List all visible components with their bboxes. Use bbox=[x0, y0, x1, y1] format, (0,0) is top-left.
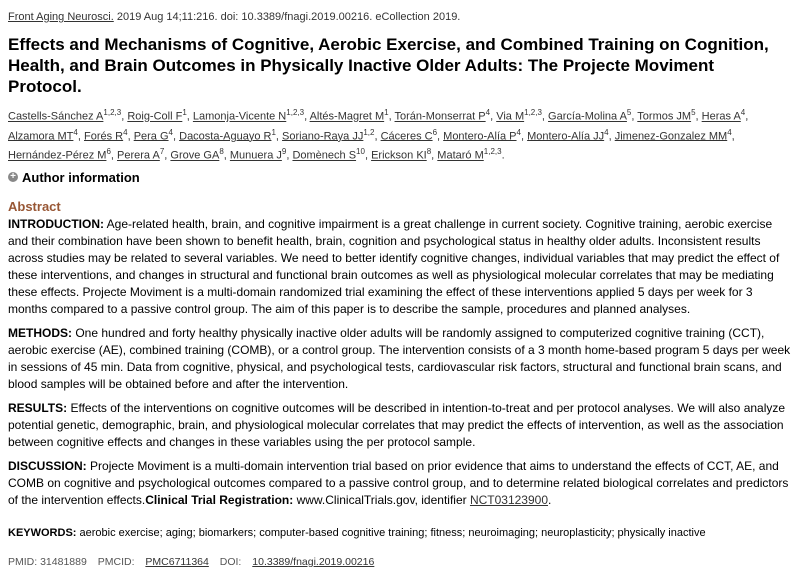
author-affiliation-sup: 7 bbox=[159, 147, 165, 157]
author-affiliation-sup: 5 bbox=[691, 108, 696, 117]
author-link[interactable]: Montero-Alía P bbox=[443, 130, 517, 143]
trial-end: . bbox=[548, 492, 552, 507]
author-affiliation-sup: 1 bbox=[271, 127, 276, 137]
author-affiliation-sup: 4 bbox=[740, 108, 746, 117]
keywords bbox=[8, 527, 792, 539]
keywords-text: aerobic exercise; aging; biomarkers; computer-based cognitive training; fitness; neuroimaging; neuroplasticity; physically inactive bbox=[76, 526, 706, 539]
author-affiliation-sup: 9 bbox=[281, 147, 287, 157]
author-link[interactable]: Heras A bbox=[701, 110, 741, 123]
trial-text: www.ClinicalTrials.gov, identifier bbox=[293, 492, 470, 507]
author-affiliation-sup: 5 bbox=[626, 108, 632, 117]
author-link[interactable]: Tormos JM bbox=[637, 110, 692, 123]
doi-link[interactable]: 10.3389/fnagi.2019.00216 bbox=[252, 555, 375, 568]
expand-plus-icon[interactable]: + bbox=[8, 172, 18, 182]
author-link[interactable]: Montero-Alía JJ bbox=[527, 130, 605, 143]
author-link[interactable]: Grove GA bbox=[170, 149, 220, 162]
pmcid-link[interactable]: PMC6711364 bbox=[145, 555, 209, 568]
author-affiliation-sup: 1,2,3 bbox=[103, 108, 122, 117]
trial-label: Clinical Trial Registration: bbox=[145, 492, 294, 507]
author-link[interactable]: Castells-Sánchez A bbox=[8, 110, 104, 123]
author-affiliation-sup: 8 bbox=[426, 147, 432, 157]
author-affiliation-sup: 1 bbox=[182, 108, 187, 117]
intro-label: INTRODUCTION: bbox=[8, 216, 104, 231]
author-link[interactable]: Perera A bbox=[117, 149, 160, 162]
trial-id-link[interactable]: NCT03123900 bbox=[469, 492, 549, 507]
results-text: Effects of the interventions on cognitive outcomes will be described in intention-to-treat and per protocol analyses. We will also analyze potential genetic, demographic, brain, and physiological molecular correlates that may predict the effects of intervention, as well as the association between cognitive effects and changes in these variables using the per protocol sample. bbox=[8, 400, 786, 449]
pmid: PMID: 31481889 bbox=[8, 555, 87, 568]
author-link[interactable]: Erickson KI bbox=[371, 149, 427, 162]
author-affiliation-sup: 4 bbox=[123, 127, 128, 137]
citation-line bbox=[8, 10, 792, 24]
author-link[interactable]: Domènech S bbox=[292, 149, 357, 162]
doi bbox=[220, 556, 375, 568]
intro-text: Age-related health, brain, and cognitive impairment is a great challenge in current society. Cognitive training, aerobic exercise and their combination have been shown to benefit health, brain, cognition and psychological status in healthy older adults. Inconsistent results across studies may be related to several variables. We need to better identify cognitive changes, individual variables that may predict the effect of these interventions, and changes in structural and functional brain outcomes as well as physiological molecular correlates that may be mediating these effects. Projecte Moviment is a multi-domain randomized trial examining the effect of these interventions applied 5 days per week for 3 months compared to a passive control group. The aim of this paper is to describe the sample, procedures and planned analyses. bbox=[8, 216, 780, 316]
section-results bbox=[8, 400, 792, 451]
author-link[interactable]: Dacosta-Aguayo R bbox=[179, 130, 272, 143]
author-affiliation-sup: 6 bbox=[432, 127, 438, 137]
author-link[interactable]: Alzamora MT bbox=[8, 130, 74, 143]
identifier-line bbox=[8, 556, 792, 568]
author-link[interactable]: Lamonja-Vicente N bbox=[192, 110, 287, 123]
author-link[interactable]: Forés R bbox=[83, 130, 124, 143]
author-affiliation-sup: 4 bbox=[168, 127, 173, 137]
author-info-label: Author information bbox=[22, 169, 140, 185]
author-link[interactable]: Jimenez-Gonzalez MM bbox=[614, 130, 728, 143]
author-link[interactable]: Pera G bbox=[133, 130, 169, 143]
author-affiliation-sup: 1,2 bbox=[363, 127, 375, 137]
author-link[interactable]: Mataró M bbox=[437, 149, 484, 162]
pmcid bbox=[98, 556, 209, 568]
author-affiliation-sup: 6 bbox=[106, 147, 111, 157]
author-link[interactable]: Hernández-Pérez M bbox=[8, 149, 107, 162]
author-link[interactable]: Via M bbox=[496, 110, 525, 123]
doi-label: DOI: bbox=[219, 555, 245, 568]
keywords-label: KEYWORDS: bbox=[8, 526, 77, 539]
methods-text: One hundred and forty healthy physically inactive older adults will be randomly assigned to computerized cognitive training (CCT), aerobic exercise (AE), combined training (COMB), or a control group. The intervention consists of a 3 month home-based program 5 days per week in sessions of 45 min. Data from cognitive, physical, and psychological tests, cardiovascular risk factors, structural and functional brain scans, and blood samples will be obtained before and after the intervention. bbox=[8, 325, 791, 391]
author-link[interactable]: Roig-Coll F bbox=[127, 110, 183, 123]
section-discussion bbox=[8, 458, 792, 509]
author-affiliation-sup: 8 bbox=[219, 147, 224, 157]
author-affiliation-sup: 4 bbox=[727, 127, 732, 137]
discussion-text: Projecte Moviment is a multi-domain intervention trial based on prior evidence that aims to understand the effects of CCT, AE, and COMB on cognitive and psychological outcomes compared to a passive control group, and to determine related biological correlates and predictors of the intervention effects. bbox=[8, 458, 789, 507]
author-link[interactable]: García-Molina A bbox=[548, 110, 627, 123]
abstract-heading: Abstract bbox=[8, 198, 61, 214]
section-methods bbox=[8, 325, 792, 393]
author-link[interactable]: Soriano-Raya JJ bbox=[282, 130, 364, 143]
author-info-toggle[interactable] bbox=[8, 170, 792, 185]
author-affiliation-sup: 1 bbox=[384, 108, 389, 117]
author-affiliation-sup: 4 bbox=[516, 127, 521, 137]
author-affiliation-sup: 4 bbox=[604, 127, 609, 137]
author-affiliation-sup: 10 bbox=[356, 147, 365, 157]
author-affiliation-sup: 4 bbox=[485, 108, 491, 117]
section-introduction bbox=[8, 216, 792, 318]
author-affiliation-sup: 1,2,3 bbox=[483, 147, 502, 157]
results-label: RESULTS: bbox=[8, 400, 68, 415]
author-link[interactable]: Altés-Magret M bbox=[309, 110, 385, 123]
author-link[interactable]: Torán-Monserrat P bbox=[394, 110, 486, 123]
discussion-label: DISCUSSION: bbox=[8, 458, 87, 473]
author-link[interactable]: Munuera J bbox=[229, 149, 282, 162]
author-link[interactable]: Cáceres C bbox=[380, 130, 433, 143]
article-title: Effects and Mechanisms of Cognitive, Aerobic Exercise, and Combined Training on Cognition, Health, and Brain Outcomes in Physically Inactive Older Adults: The Projecte Moviment Protocol. bbox=[8, 35, 769, 96]
author-list: Castells-Sánchez A$^{1,2,3}$, Roig-Coll $F^1$, Lamonja-Vicente N$^{1,2,3}$, Altés-Magret $M^1$, Torán-Monserrat $P^4$, Via M$^{1,2,3}$, García-Molina $A^5$, Tormos $JM^5$, Heras $A^4$, Alzamora $MT^4$, Forés $R^4$, Pera $G^4$, Dacosta-Aguayo $R^1$, Soriano-Raya JJ$^{1,2}$, Cáceres $C^6$, Montero-Alía $P^4$, Montero-Alía $JJ^4$, Jimenez-Gonzalez $MM^4$, Hernández-Pérez $M^6$, Perera $A^7$, Grove $GA^8$, Munuera $J^9$, Domènech $S^{10}$, Erickson $KI^8$, Mataró M$^{1,2,3}$. bbox=[8, 108, 749, 162]
author-affiliation-sup: 1,2,3 bbox=[286, 108, 305, 117]
pmcid-label: PMCID: bbox=[97, 555, 138, 568]
citation-details: 2019 Aug 14;11:216. doi: 10.3389/fnagi.2019.00216. eCollection 2019. bbox=[113, 11, 461, 23]
methods-label: METHODS: bbox=[8, 325, 72, 340]
author-affiliation-sup: 4 bbox=[73, 127, 78, 137]
journal-link[interactable]: Front Aging Neurosci. bbox=[8, 11, 114, 23]
author-affiliation-sup: 1,2,3 bbox=[524, 108, 542, 117]
